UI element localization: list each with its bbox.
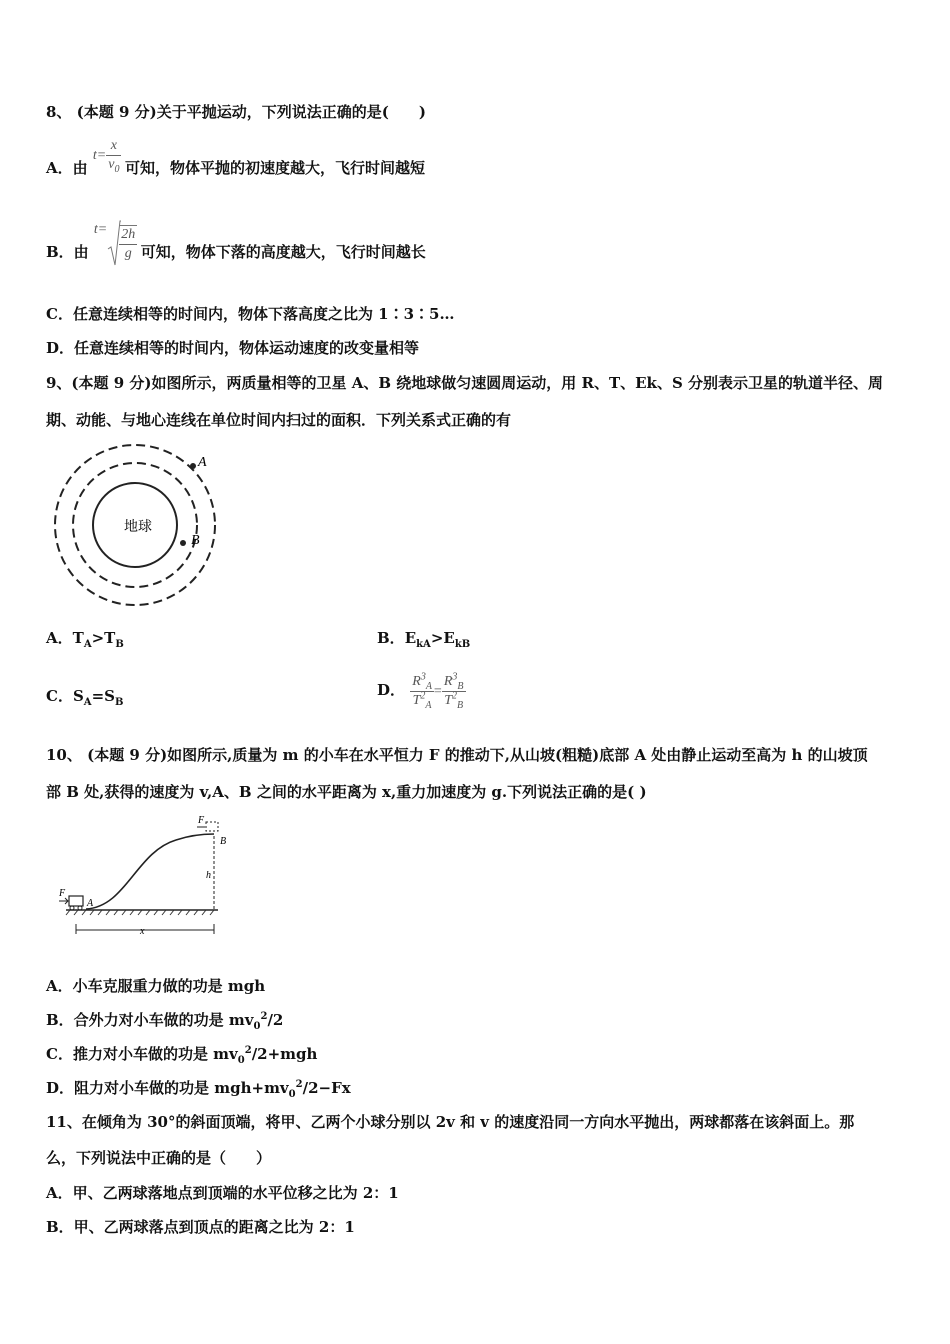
satellite-b-label: B xyxy=(191,533,200,548)
satellite-a-label: A xyxy=(198,455,207,470)
q11-option-b: B．甲、乙两球落点到顶点的距离之比为 2：1 xyxy=(46,1218,355,1236)
q11-stem-line2: 么，下列说法中正确的是（ ） xyxy=(46,1149,272,1167)
q10-option-a: A．小车克服重力做的功是 mgh xyxy=(46,977,266,995)
q9-option-a: A．$T_A>T_B$ xyxy=(46,629,124,650)
q10-option-b: B．合外力对小车做的功是 $mv_0^2/2$ xyxy=(46,1011,284,1032)
q8-stem: 8、 (本题 9 分)关于平抛运动，下列说法正确的是( ) xyxy=(46,103,426,121)
q10-option-d: D．阻力对小车做的功是 $mgh+mv_0^2/2-Fx$ xyxy=(46,1079,351,1100)
q8-option-a-suffix: 可知，物体平抛的初速度越大，飞行时间越短 xyxy=(124,159,425,177)
satellite-b-dot xyxy=(180,540,186,546)
q8-option-a-formula: t= $\frac{x}{v_0}$ xyxy=(92,138,120,176)
q10-option-c: C．推力对小车做的功是 $mv_0^2/2+mgh$ xyxy=(46,1045,318,1066)
q8-option-a-prefix: A．由 xyxy=(46,159,88,177)
q9-stem-line2: 期、动能、与地心连线在单位时间内扫过的面积．下列关系式正确的有 xyxy=(46,411,512,429)
point-b-label: B xyxy=(220,836,226,847)
q11-option-a: A．甲、乙两球落地点到顶端的水平位移之比为 2：1 xyxy=(46,1184,399,1202)
q9-stem-line1: 9、(本题 9 分)如图所示，两质量相等的卫星 A、B 绕地球做匀速圆周运动，用 R、T、Ek、S 分别表示卫星的轨道半径、周 xyxy=(46,374,884,392)
q10-stem-line2: 部 B 处,获得的速度为 v,A、B 之间的水平距离为 x,重力加速度为 g.下列说法正确的是( ) xyxy=(46,783,647,801)
q8-option-b-suffix: 可知，物体下落的高度越大，飞行时间越长 xyxy=(140,243,426,261)
slope-curve xyxy=(86,834,214,909)
point-a-label: A xyxy=(87,898,94,909)
q8-option-d: D．任意连续相等的时间内，物体运动速度的改变量相等 xyxy=(46,339,420,357)
q11-stem-line1: 11、在倾角为 30°的斜面顶端，将甲、乙两个小球分别以 2v 和 v 的速度沿同一方向水平抛出，两球都落在该斜面上。那 xyxy=(46,1113,855,1131)
force-label-bottom: F xyxy=(59,888,66,899)
q8-option-c: C．任意连续相等的时间内，物体下落高度之比为 1∶3∶5… xyxy=(46,305,455,323)
q8-option-b xyxy=(46,224,426,282)
height-label: h xyxy=(206,870,211,881)
cart-top-dashed xyxy=(206,822,218,831)
earth-label: 地球 xyxy=(124,520,152,535)
q8-option-a xyxy=(46,138,425,193)
q8-option-b-formula: t= $\frac{2h}{g}$ xyxy=(94,236,141,251)
satellite-a-dot xyxy=(190,463,196,469)
q9-orbit-figure xyxy=(50,440,220,610)
q9-option-b: B．$E_{kA}>E_{kB}$ xyxy=(377,629,471,650)
q8-option-b-prefix: B．由 xyxy=(46,243,89,261)
cart-body xyxy=(69,896,83,906)
q10-slope-figure xyxy=(56,812,226,937)
q9-option-d-formula: $\frac{R^3_A}{T^2_A}$ = $\frac{R^3_B}{T^2_B}$ xyxy=(412,671,464,712)
q9-option-d: D． $\frac{R^3_A}{T^2_A}$ = $\frac{R^3_B}{T^2_B}$ xyxy=(377,671,464,712)
distance-label: x xyxy=(140,926,145,937)
q9-option-c: C．$S_A=S_B$ xyxy=(46,687,124,708)
q10-stem-line1: 10、 (本题 9 分)如图所示,质量为 m 的小车在水平恒力 F 的推动下,从山坡(粗糙)底部 A 处由静止运动至高为 h 的山坡顶 xyxy=(46,746,868,764)
force-label-top: F xyxy=(198,815,205,826)
